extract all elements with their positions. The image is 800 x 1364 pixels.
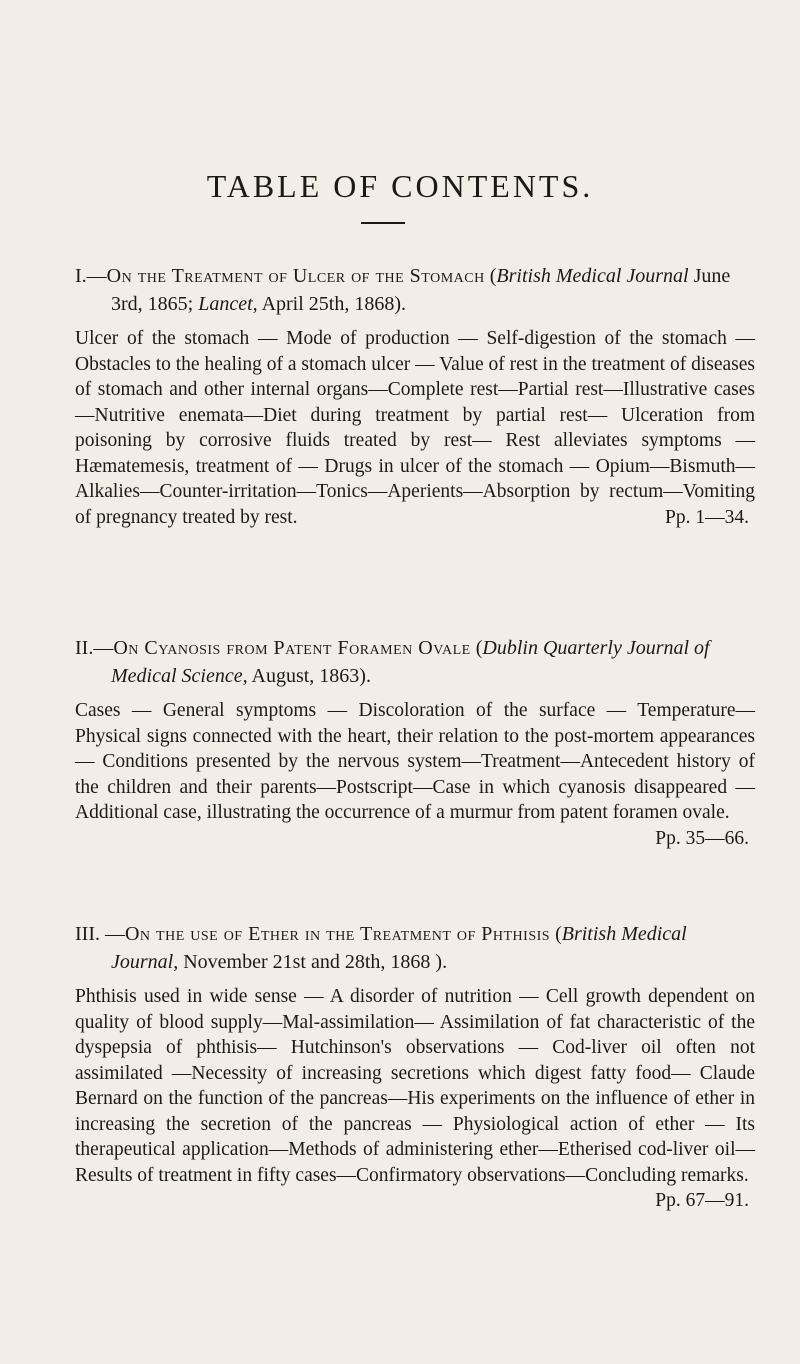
journal-date: August, 1863). [251,665,371,687]
title-divider [361,222,405,224]
journal-date-2: April 25th, 1868). [261,293,406,315]
entry-summary-text: Cases — General symptoms — Discoloration of the surface — Temperature—Physical signs connected with the heart, their relation to the post-mortem appearances — Conditions presented by the nervous system—Treatment—Antecedent history of the children and their parents—Postscript—Case in which cyanosis disappeared — Additional case, illustrating the occurrence of a murmur from patent foramen ovale. [75,700,755,823]
journal-name-2: Lancet, [198,293,258,315]
entry-numeral: II.— [75,637,114,659]
entry-numeral: III. — [75,923,125,945]
entry-summary-text: Ulcer of the stomach — Mode of production — Self-digestion of the stomach — Obstacles to the healing of a stomach ulcer — Value of rest in the treatment of diseases of stomach and other internal organs—Complete rest—Partial rest—Illustrative cases —Nutritive enemata—Diet during treatment by partial rest— Ulceration from poisoning by corrosive fluids treated by rest— Rest alleviates symptoms — Hæmatemesis, treatment of — Drugs in ulcer of the stomach — Opium—Bismuth—Alkalies—Counter-irritation—Tonics—Aperients—Absorption by rectum—Vomiting of pregnancy treated by rest. [75,328,755,528]
entry-summary [75,326,755,530]
entry-summary-text: Phthisis used in wide sense — A disorder of nutrition — Cell growth dependent on quality of blood supply—Mal-assimilation— Assimilation of fat characteristic of the dyspepsia of phthisis— Hutchinson's observations — Cod-liver oil often not assimilated —Necessity of increasing secretions which digest fatty food— Claude Bernard on the function of the pancreas—His experiments on the influence of ether in increasing the secretion of the pancreas — Physiological action of ether — Its therapeutical application—Methods of administering ether—Etherised cod-liver oil—Results of treatment in fifty cases—Confirmatory observations—Concluding remarks. [75,986,755,1186]
journal-name: British Medical Journal [496,265,689,287]
entry-summary [75,984,755,1211]
entry-title: On Cyanosis from Patent Foramen Ovale [113,637,471,659]
toc-entry-heading: II.—On Cyanosis from Patent Foramen Ovale (Dublin Quarterly Journal of Medical Science, August, 1863). [75,637,710,687]
toc-entry-1 [75,262,755,530]
entry-summary [75,698,755,849]
journal-date: November 21st and 28th, 1868 ). [183,951,448,973]
page-range: Pp. 1—34. [665,506,749,528]
entry-title: On the Treatment of Ulcer of the Stomach [106,265,485,287]
entry-title: On the use of Ether in the Treatment of Phthisis [124,923,551,945]
toc-entry-heading: I.—On the Treatment of Ulcer of the Stomach (British Medical Journal June 3rd, 1865; Lancet, April 25th, 1868). [75,265,731,315]
toc-entry-heading: III. —On the use of Ether in the Treatment of Phthisis (British Medical Journal, November 21st and 28th, 1868 ). [75,923,687,973]
journal-date: June 3rd, 1865; [111,265,731,315]
page-range: Pp. 67—91. [655,1190,749,1211]
toc-entry-2 [75,634,755,851]
journal-name: Dublin Quarterly Journal of Medical Science, [111,637,710,687]
journal-name: British Medical Journal, [111,923,687,973]
page-range: Pp. 35—66. [655,827,749,849]
toc-entry-3 [75,920,755,1214]
page-title: TABLE OF CONTENTS. [206,168,594,204]
entry-numeral: I.— [75,265,107,287]
